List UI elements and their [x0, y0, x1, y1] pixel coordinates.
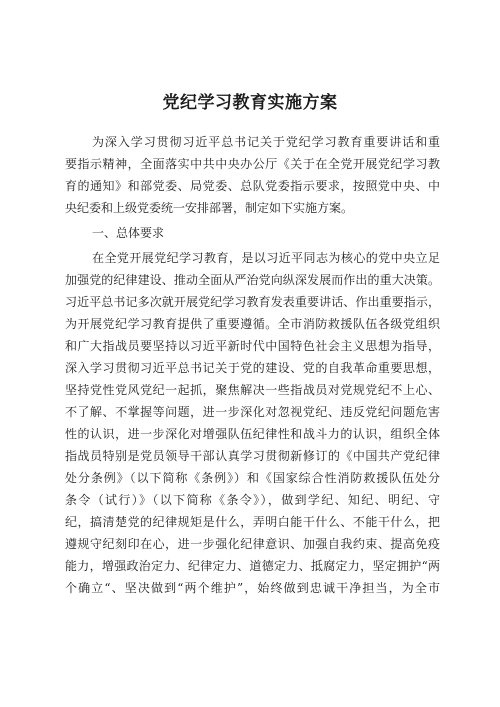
- text-line: 要指示精神，全面落实中共中央办公厅《关于在全党开展党纪学习教: [65, 157, 440, 171]
- text-line: 习近平总书记多次就开展党纪学习教育发表重要讲话、作出重要指示，: [65, 295, 440, 309]
- section1-paragraph: [65, 247, 440, 599]
- text-line: 深入学习贯彻习近平总书记关于党的建设、党的自我革命重要思想，: [65, 361, 440, 375]
- text-line: 坚持党性党风党纪一起抓，聚焦解决一些指战员对党规党纪不上心、: [65, 383, 440, 397]
- text-line: 育的通知》和部党委、局党委、总队党委指示要求，按照党中央、中: [65, 179, 440, 193]
- section-heading: 一、总体要求: [92, 226, 165, 240]
- text-line: 指战员特别是党员领导干部认真学习贯彻新修订的《中国共产党纪律: [65, 449, 440, 463]
- document-title: 党纪学习教育实施方案: [162, 93, 338, 113]
- text-line: 和广大指战员要坚持以习近平新时代中国特色社会主义思想为指导，: [65, 339, 440, 353]
- document-content: [65, 131, 440, 599]
- text-line: 加强党的纪律建设、推动全面从严治党向纵深发展而作出的重大决策。: [65, 273, 440, 287]
- text-line: 条令（试行）》（以下简称《条令》），做到学纪、知纪、明纪、守: [65, 493, 440, 507]
- text-line: 遵规守纪刻印在心，进一步强化纪律意识、加强自我约束、提高免疫: [65, 537, 440, 551]
- text-line: 为深入学习贯彻习近平总书记关于党纪学习教育重要讲话和重: [92, 135, 440, 149]
- text-line: 在全党开展党纪学习教育，是以习近平同志为核心的党中央立足: [92, 251, 440, 265]
- text-line: 性的认识，进一步深化对增强队伍纪律性和战斗力的认识，组织全体: [65, 427, 440, 441]
- intro-paragraph: [65, 131, 440, 219]
- text-line: 为开展党纪学习教育提供了重要遵循。全市消防救援队伍各级党组织: [65, 317, 440, 331]
- text-line: 能力，增强政治定力、纪律定力、道德定力、抵腐定力，坚定拥护“两: [65, 559, 440, 573]
- text-line: 央纪委和上级党委统一安排部署，制定如下实施方案。: [65, 201, 354, 215]
- text-line: 不了解、不掌握等问题，进一步深化对忽视党纪、违反党纪问题危害: [65, 405, 440, 419]
- text-line: 纪，搞清楚党的纪律规矩是什么，弄明白能干什么、不能干什么，把: [65, 515, 440, 529]
- text-line: 处分条例》（以下简称《条例》）和《国家综合性消防救援队伍处分: [65, 471, 440, 485]
- text-line: 个确立“、坚决做到“两个维护”，始终做到忠诚干净担当，为全市: [65, 581, 440, 595]
